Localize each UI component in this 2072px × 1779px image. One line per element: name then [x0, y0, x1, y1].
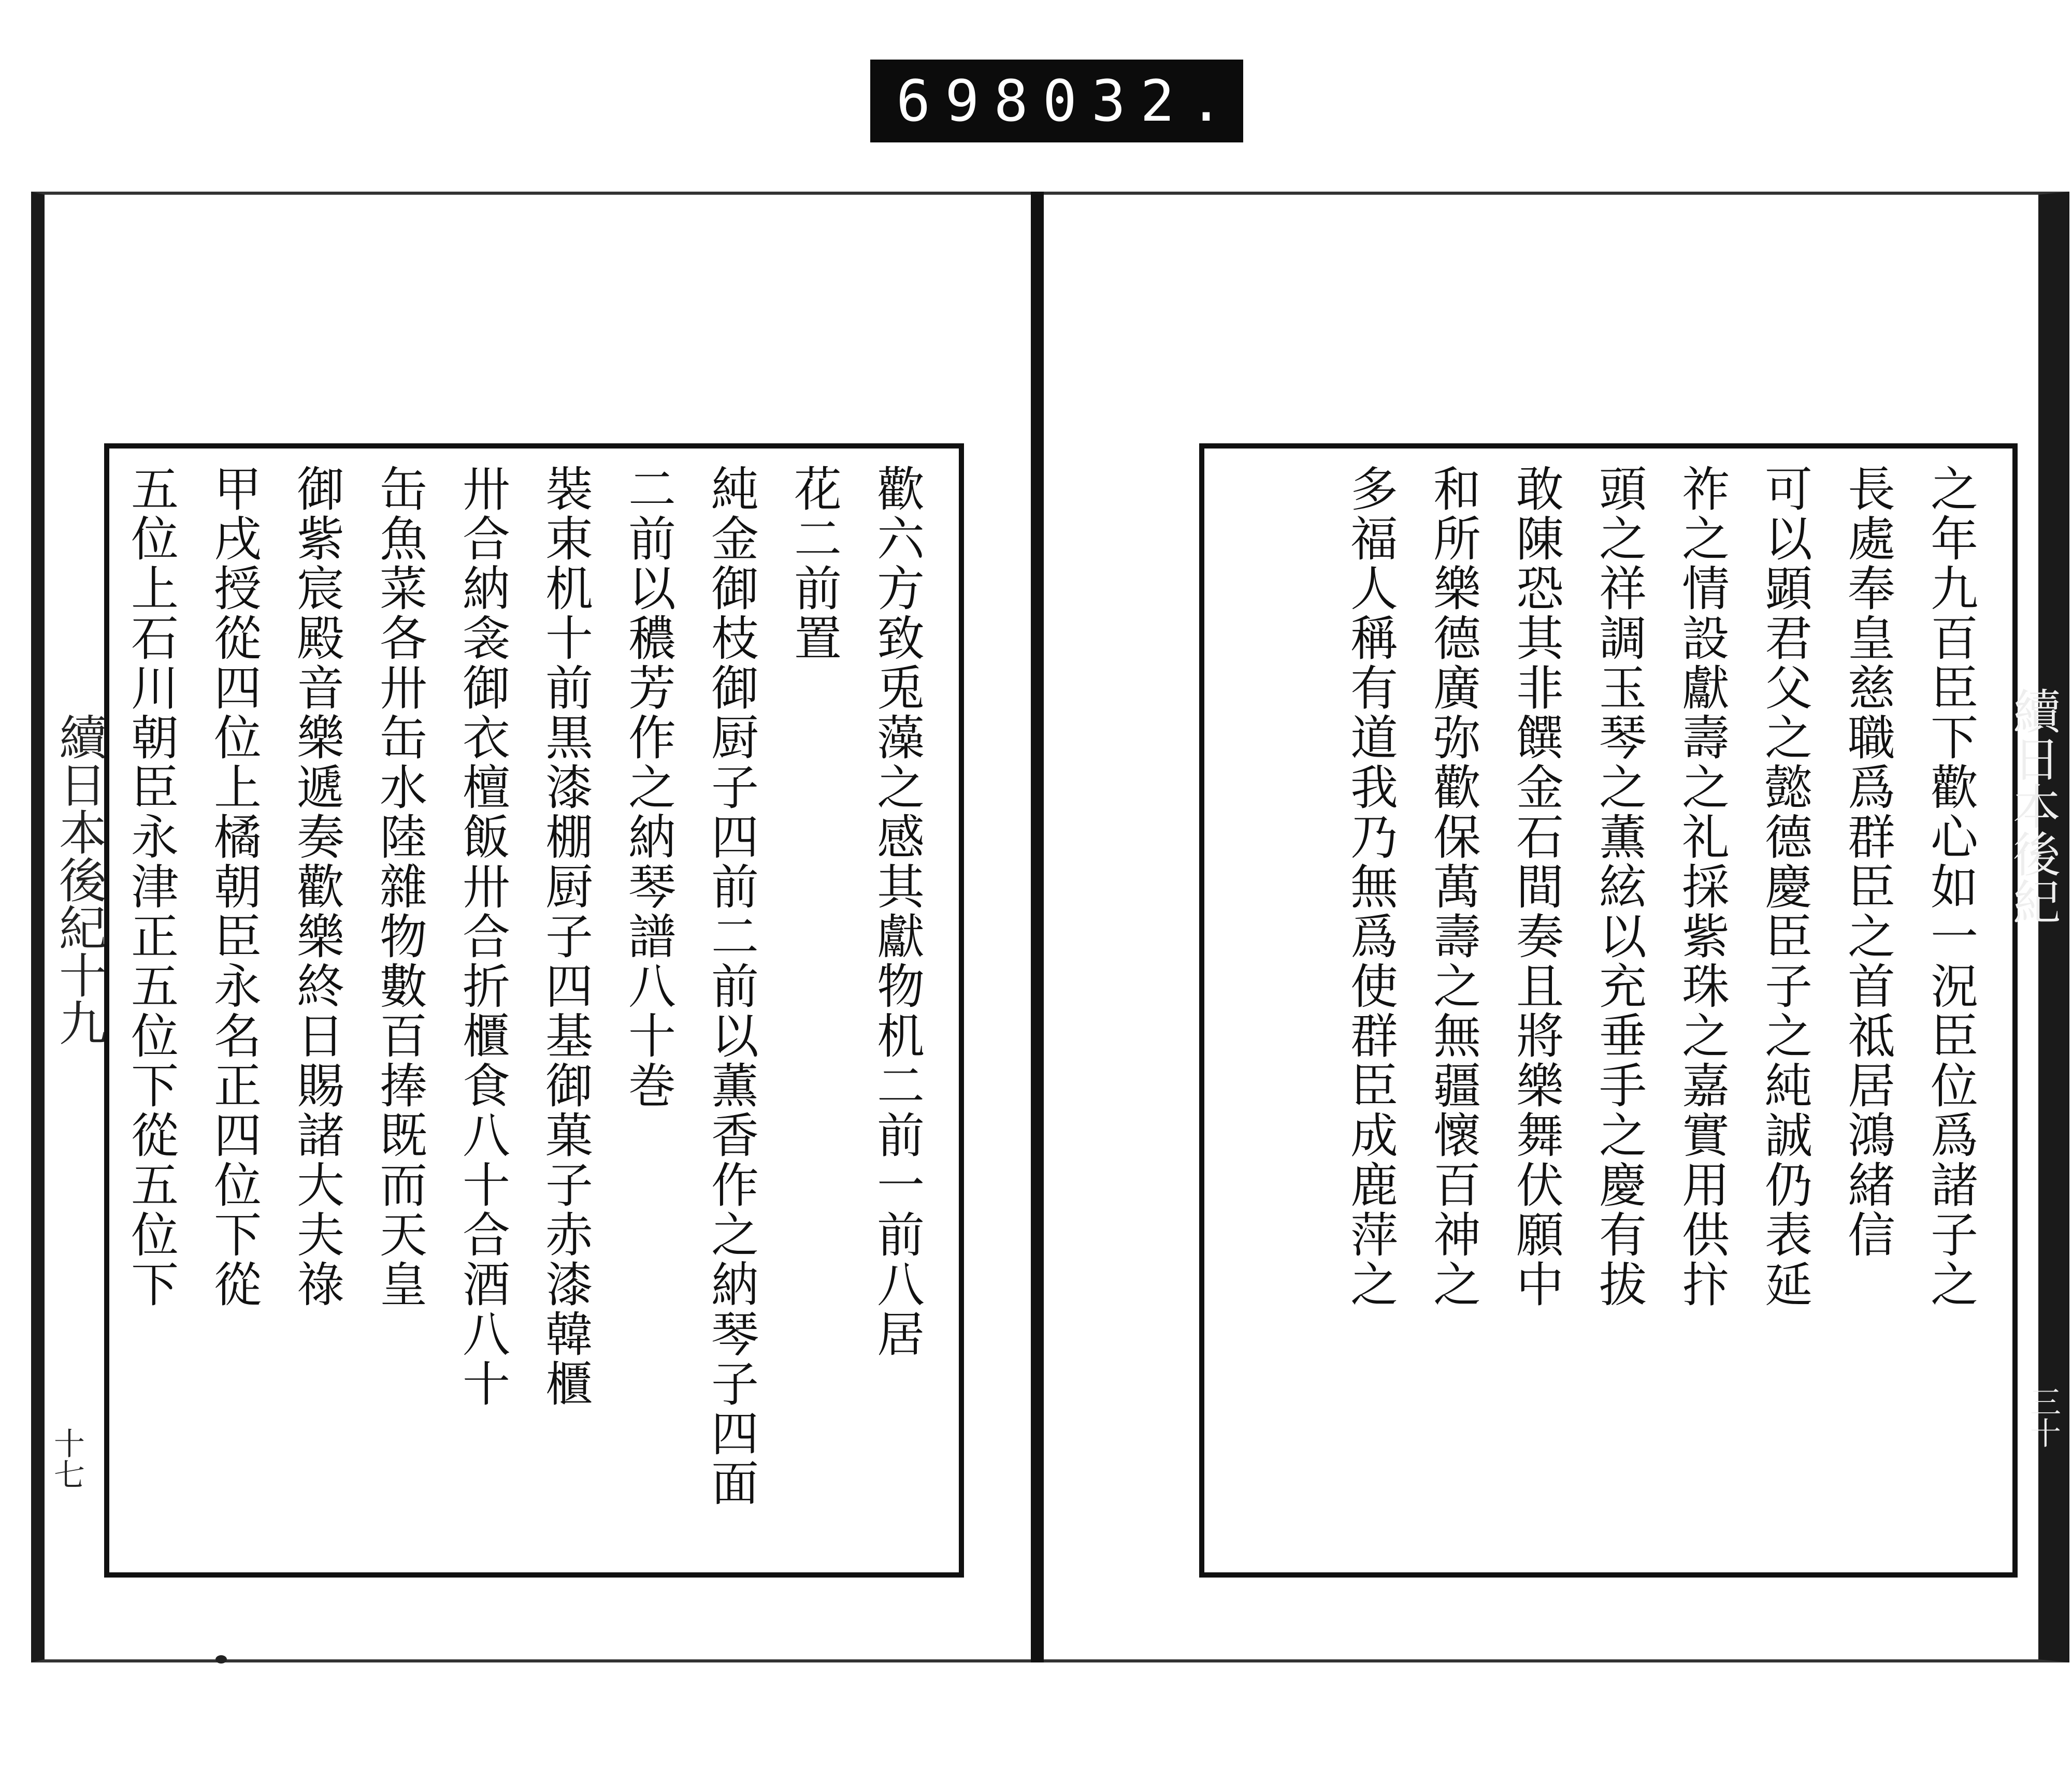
right-margin-title: 續日本後紀 [2005, 687, 2061, 925]
right-page-text: 之年九百臣下歡心如一況臣位爲諸子之 長處奉皇慈職爲群臣之首祗居鴻緒信 可以顕君父之懿德慶臣子之純誠仍表延 祚之情設獻壽之礼採紫珠之嘉實用供抃 頭之祥調玉琴之薫絃以充垂手之慶有拔 敢陳恐其非饌金石間奏且將樂舞伏願中 和所樂德廣弥歡保萬壽之無疆懷百神之 多福人稱有道我乃無爲使群臣成鹿萍之 [1343, 464, 1978, 1309]
right-page [1044, 192, 2069, 1662]
left-folio: 十七 [49, 1427, 85, 1489]
left-margin-title: 續日本後紀十九 [51, 713, 107, 1046]
left-page [31, 192, 1031, 1662]
binding-gutter [1031, 192, 1044, 1662]
reel-label [870, 60, 1243, 142]
reel-number: 698 [896, 68, 1043, 134]
frame-number: 032. [1042, 68, 1238, 134]
left-page-text: 歡六方致兎藻之感其獻物机二前一前八居 花二前置 純金御枝御厨子四前二前以薫香作之納琴子四面二前以穠芳作之納琴譜八十巻 裝束机十前黒漆棚厨子四基御菓子赤漆韓櫃 卅合納衾御衣檀飯卅合折櫃食八十合酒八十 缶魚菜各卅缶水陸雜物數百捧既而天皇 御紫宸殿音樂遞奏歡樂終日賜諸大夫祿 甲戌授從四位上橘朝臣永名正四位下從 五位上石川朝臣永津正五位下從五位下 [123, 464, 925, 1508]
right-folio: 三十 [2025, 1386, 2061, 1448]
ink-speck [215, 1655, 227, 1664]
book-spread [31, 192, 2072, 1662]
right-text-frame [1199, 443, 2018, 1578]
left-text-frame [104, 443, 964, 1578]
